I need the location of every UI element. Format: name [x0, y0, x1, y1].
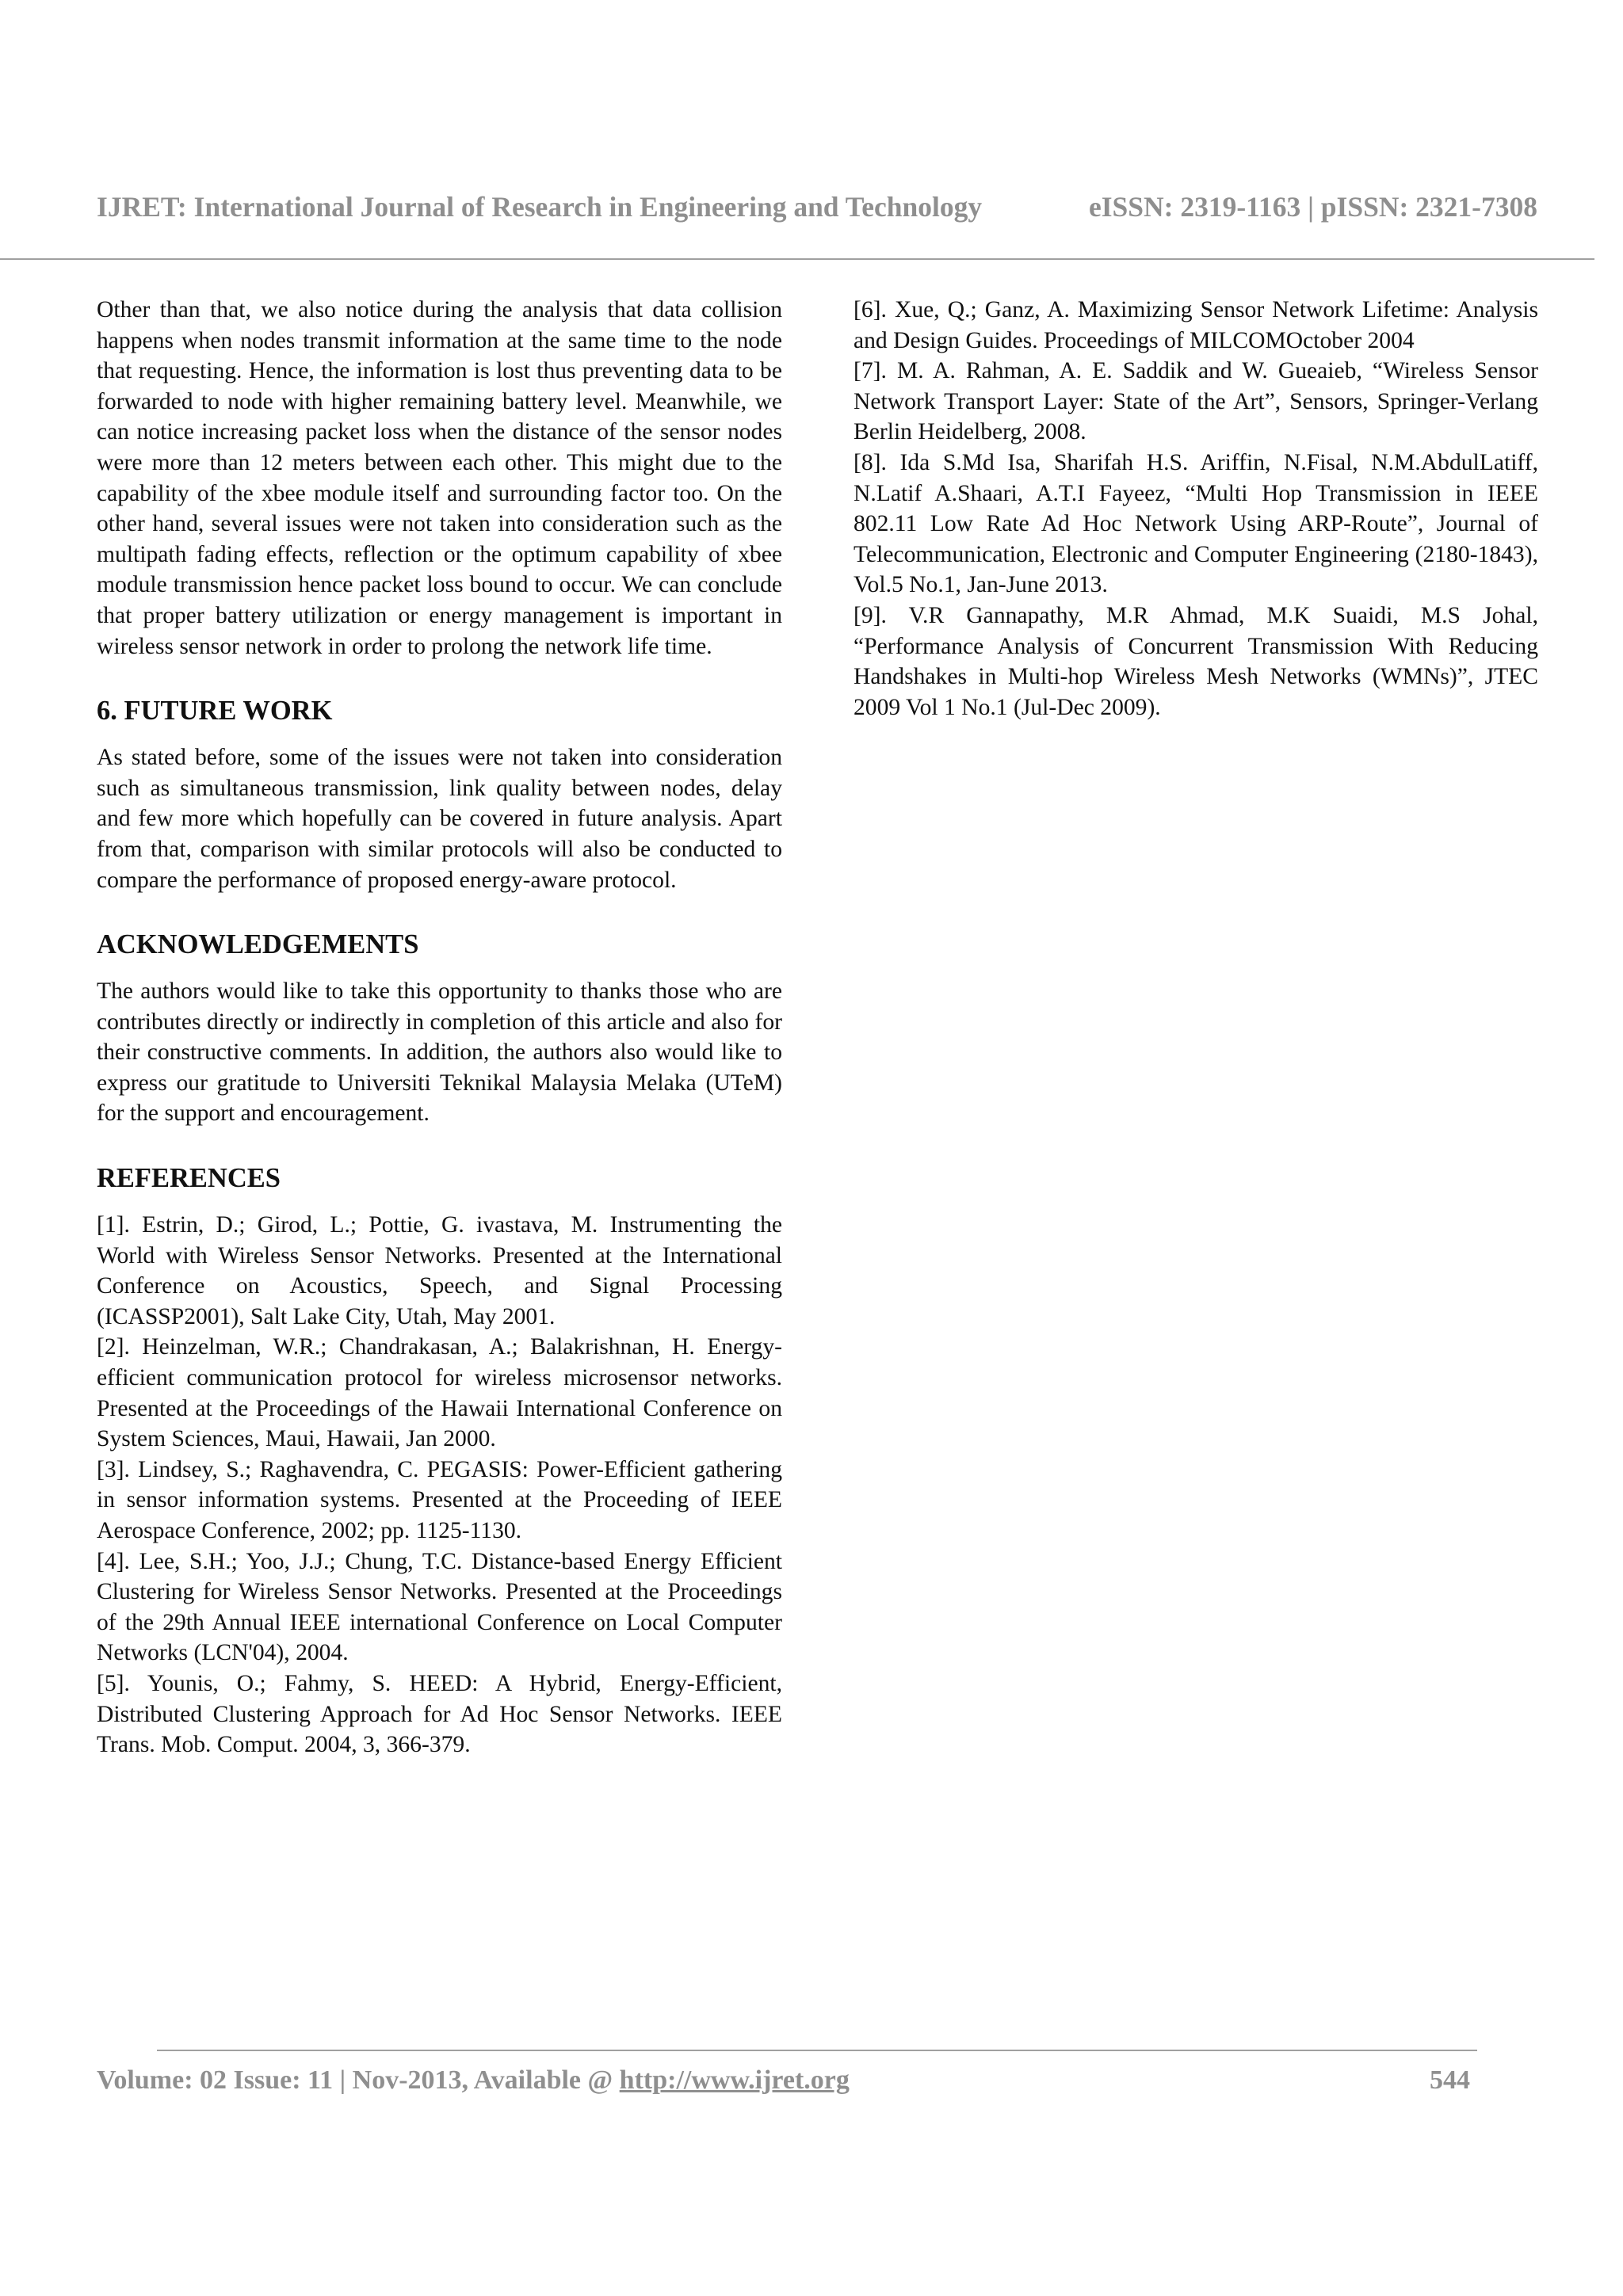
future-work-paragraph: As stated before, some of the issues were not taken into consideration such as simultaneous transmission, link quality between nodes, delay and few more which hopefully can be covered in future analysis. Apart from that, comparison with similar protocols will also be conducted to compare the performance of proposed energy-aware protocol. [97, 745, 782, 893]
issn-info: eISSN: 2319-1163 | pISSN: 2321-7308 [1088, 191, 1537, 223]
reference-item-9: [9]. V.R Gannapathy, M.R Ahmad, M.K Suaidi, M.S Johal, “Performance Analysis of Concurrent Transmission With Reducing Handshakes in Multi-hop Wireless Mesh Networks (WMNs)”, JTEC 2009 Vol 1 No.1 (Jul-Dec 2009). [854, 602, 1538, 720]
reference-item-2: [2]. Heinzelman, W.R.; Chandrakasan, A.; Balakrishnan, H. Energy-efficient communication protocol for wireless microsensor networks. Presented at the Proceedings of the Hawaii International Conference on System Sciences, Maui, Hawaii, Jan 2000. [97, 1334, 782, 1452]
reference-item-3: [3]. Lindsey, S.; Raghavendra, C. PEGASIS: Power-Efficient gathering in sensor information systems. Presented at the Proceeding of IEEE Aerospace Conference, 2002; pp. 1125-1130. [97, 1456, 782, 1543]
reference-item-6: [6]. Xue, Q.; Ganz, A. Maximizing Sensor Network Lifetime: Analysis and Design Guides. Proceedings of MILCOMOctober 2004 [854, 297, 1538, 353]
page-number: 544 [1430, 2065, 1470, 2095]
reference-item-4: [4]. Lee, S.H.; Yoo, J.J.; Chung, T.C. Distance-based Energy Efficient Clustering for Wireless Sensor Networks. Presented at the Proceedings of the 29th Annual IEEE international Conference on Local Computer Networks (LCN'04), 2004. [97, 1548, 782, 1666]
reference-item-7: [7]. M. A. Rahman, A. E. Saddik and W. Gueaieb, “Wireless Sensor Network Transport Layer: State of the Art”, Sensors, Springer-Verlang Berlin Heidelberg, 2008. [854, 358, 1538, 445]
acknowledgements-heading: ACKNOWLEDGEMENTS [97, 929, 419, 960]
journal-website-link[interactable]: http://www.ijret.org [619, 2065, 850, 2095]
future-work-heading: 6. FUTURE WORK [97, 696, 333, 727]
footer-volume-text: Volume: 02 Issue: 11 | Nov-2013, Available @ [97, 2065, 620, 2095]
right-column [854, 295, 1538, 723]
conclusion-paragraph: Other than that, we also notice during the analysis that data collision happens when nodes transmit information at the same time to the node that requesting. Hence, the information is lost thus preventing data to be forwarded to node with higher remaining battery level. Meanwhile, we can notice increasing packet loss when the distance of the sensor nodes were more than 12 meters between each other. This might due to the capability of the xbee module itself and surrounding factor too. On the other hand, several issues were not taken into consideration such as the multipath fading effects, reflection or the optimum capability of xbee module transmission hence packet loss bound to occur. We can conclude that proper battery utilization or energy management is important in wireless sensor network in order to prolong the network life time. [97, 297, 782, 659]
references-heading: REFERENCES [97, 1163, 281, 1194]
reference-item-1: [1]. Estrin, D.; Girod, L.; Pottie, G. ivastava, M. Instrumenting the World with Wireless Sensor Networks. Presented at the International Conference on Acoustics, Speech, and Signal Processing (ICASSP2001), Salt Lake City, Utah, May 2001. [97, 1212, 782, 1329]
footer-volume [97, 2065, 850, 2096]
acknowledgements-paragraph: The authors would like to take this opportunity to thanks those who are contributes directly or indirectly in completion of this article and also for their constructive comments. In addition, the authors also would like to express our gratitude to Universiti Teknikal Malaysia Melaka (UTeM) for the support and encouragement. [97, 978, 782, 1127]
left-column [97, 295, 782, 1760]
footer-divider [157, 2050, 1477, 2051]
reference-item-8: [8]. Ida S.Md Isa, Sharifah H.S. Ariffin, N.Fisal, N.M.AbdulLatiff, N.Latif A.Shaari, A.T.I Fayeez, “Multi Hop Transmission in IEEE 802.11 Low Rate Ad Hoc Network Using ARP-Route”, Journal of Telecommunication, Electronic and Computer Engineering (2180-1843), Vol.5 No.1, Jan-June 2013. [854, 449, 1538, 598]
page-footer [97, 2065, 1470, 2096]
journal-title: IJRET: International Journal of Research in Engineering and Technology [97, 191, 983, 223]
header-divider [0, 258, 1594, 260]
running-header [97, 190, 1537, 223]
reference-item-5: [5]. Younis, O.; Fahmy, S. HEED: A Hybrid, Energy-Efficient, Distributed Clustering Approach for Ad Hoc Sensor Networks. IEEE Trans. Mob. Comput. 2004, 3, 366-379. [97, 1670, 782, 1758]
